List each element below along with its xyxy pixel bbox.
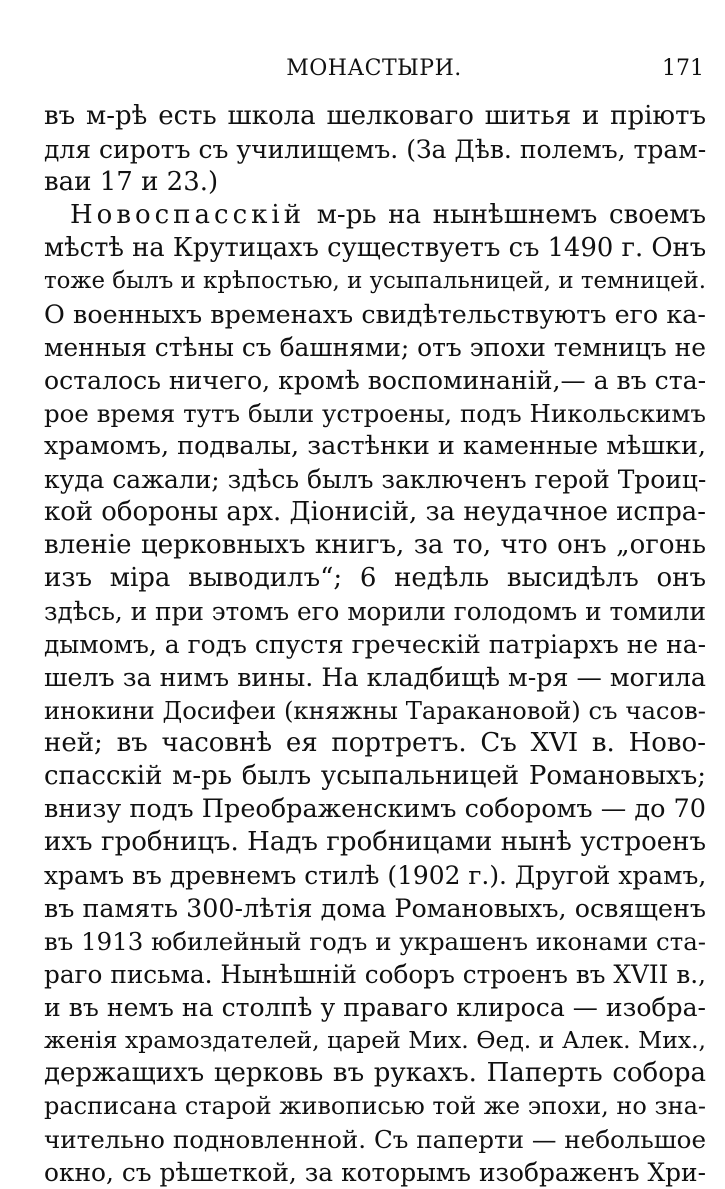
text-line: куда сажали; здѣсь былъ заключенъ герой Троиц- xyxy=(44,465,707,494)
page-header xyxy=(44,56,704,92)
text-line: держащихъ церковь въ рукахъ. Паперть собора xyxy=(44,1058,706,1088)
text-line: ваи 17 и 23.) xyxy=(44,167,219,197)
text-line: ней; въ часовнѣ ея портретъ. Съ XVI в. Ново- xyxy=(44,728,706,758)
text-line: окно, съ рѣшеткой, за которымъ изображенъ Хри- xyxy=(44,1158,706,1187)
text-line: здѣсь, и при этомъ его морили голодомъ и томили xyxy=(44,597,706,626)
page-number: 171 xyxy=(662,56,704,81)
text-line: изъ мiра выводилъ“; 6 недѣль высидѣлъ онъ xyxy=(44,563,706,593)
running-head: МОНАСТЫРИ. xyxy=(286,56,462,81)
text-line: въ 1913 юбилейный годъ и украшенъ иконами ста- xyxy=(44,927,706,956)
text-line: спасскiй м-рь былъ усыпальницей Романовыхъ; xyxy=(44,761,706,791)
text-line: тоже былъ и крѣпостью, и усыпальницей, и темницей. xyxy=(44,268,706,294)
text-line: кой обороны арх. Дiонисiй, за неудачное испра- xyxy=(44,497,706,527)
text-line: О военныхъ временахъ свидѣтельствуютъ его ка- xyxy=(44,299,706,329)
body-text xyxy=(44,100,706,1189)
emphasized-title: Новоспасскiй xyxy=(70,200,306,230)
text-line: рое время тутъ были устроены, подъ Никольскимъ xyxy=(44,399,706,428)
text-segment: м-рь на нынѣшнемъ своемъ xyxy=(316,200,707,230)
text-line: расписана старой живописью той же эпохи, но зна- xyxy=(44,1092,706,1120)
text-line: въ память 300-лѣтiя дома Романовыхъ, освященъ xyxy=(44,893,706,923)
text-line: въ м-рѣ есть школа шелковаго шитья и прiютъ xyxy=(44,101,706,131)
text-line: внизу подъ Преображенскимъ соборомъ — до 70 xyxy=(44,794,706,824)
text-line: менныя стѣны съ башнями; отъ эпохи темницъ не xyxy=(44,333,707,362)
text-line: инокини Досифеи (княжны Таракановой) съ часов- xyxy=(44,696,706,725)
text-line: вленiе церковныхъ книгъ, за то, что онъ „огонь xyxy=(44,530,706,560)
text-line: осталось ничего, кромѣ воспоминанiй,— а въ ста- xyxy=(44,366,707,395)
text-line: шелъ за нимъ вины. На кладбищѣ м-ря — могила xyxy=(44,663,706,692)
text-line: ихъ гробницъ. Надъ гробницами нынѣ устроенъ xyxy=(44,827,706,857)
text-line: раго письма. Нынѣшнiй соборъ строенъ въ XVII в., xyxy=(44,960,706,989)
text-line: храмъ въ древнемъ стилѣ (1902 г.). Другой храмъ, xyxy=(44,861,707,890)
text-line: женiя храмоздателей, царей Мих. Ѳед. и Алек. Мих., xyxy=(44,1026,706,1054)
text-line: чительно подновленной. Съ паперти — небольшое xyxy=(44,1125,706,1154)
text-line: мѣстѣ на Крутицахъ существуетъ съ 1490 г. Онъ xyxy=(44,233,707,263)
text-line: храмомъ, подвалы, застѣнки и каменные мѣшки, xyxy=(44,431,706,461)
text-line: и въ немъ на столпѣ у праваго клироса — изобра- xyxy=(44,993,706,1022)
paragraph-first-line xyxy=(44,199,706,232)
text-line: для сиротъ съ училищемъ. (За Дѣв. полемъ, трам- xyxy=(44,135,707,164)
text-line: дымомъ, а годъ спустя греческiй патрiархъ не на- xyxy=(44,630,706,659)
